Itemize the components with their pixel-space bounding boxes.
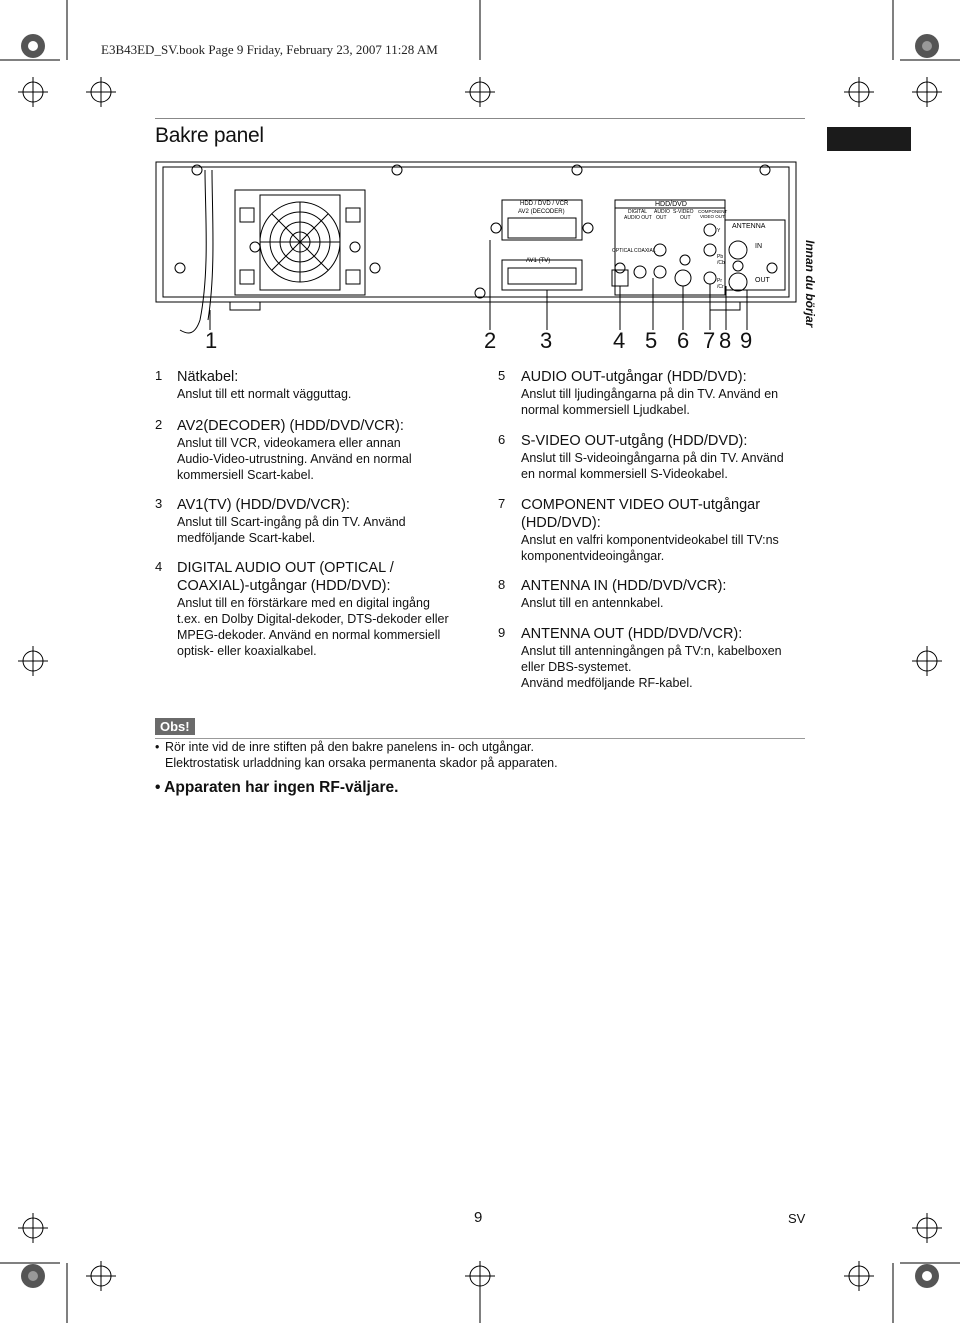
- item-text: Anslut en valfri komponentvideokabel till TV:ns: [521, 533, 779, 547]
- item-9: [498, 625, 808, 691]
- item-text: Anslut till ljudingångarna på din TV. Använd en: [521, 387, 779, 401]
- item-text: Audio-Video-utrustning. Använd en normal: [177, 452, 412, 466]
- y-label: Y: [717, 228, 721, 234]
- item-5: [498, 368, 808, 418]
- item-heading: COMPONENT VIDEO OUT-utgångar: [521, 497, 761, 513]
- note-text: Elektrostatisk urladdning kan orsaka permanenta skador på apparaten.: [165, 756, 558, 770]
- item-number: 6: [498, 432, 506, 447]
- antenna-in-label: IN: [755, 243, 762, 250]
- item-heading: AV1(TV) (HDD/DVD/VCR):: [177, 497, 350, 513]
- page-number: 9: [474, 1209, 483, 1226]
- callout-6: 6: [677, 328, 690, 353]
- av2b-label: AV2 (DECODER): [518, 209, 565, 215]
- item-number: 2: [155, 417, 163, 432]
- item-heading: ANTENNA IN (HDD/DVD/VCR):: [521, 578, 727, 594]
- item-7: [498, 496, 808, 564]
- antenna-label: ANTENNA: [732, 223, 766, 230]
- cb-label: /Cb: [717, 260, 725, 266]
- item-text: Anslut till Scart-ingång på din TV. Använd: [177, 515, 406, 529]
- callout-4: 4: [613, 328, 626, 353]
- item-heading: AUDIO OUT-utgångar (HDD/DVD):: [521, 369, 747, 385]
- audio-label: AUDIO: [654, 209, 670, 215]
- item-text: Anslut till en förstärkare med en digital ingång: [177, 596, 430, 610]
- item-heading: AV2(DECODER) (HDD/DVD/VCR):: [177, 418, 404, 434]
- item-8: [498, 577, 808, 611]
- language-code: SV: [788, 1211, 806, 1226]
- item-heading: COAXIAL)-utgångar (HDD/DVD):: [177, 578, 391, 594]
- item-heading: (HDD/DVD):: [521, 515, 601, 531]
- callout-9: 9: [740, 328, 753, 353]
- item-text: Anslut till ett normalt vägguttag.: [177, 387, 352, 401]
- callout-5: 5: [645, 328, 658, 353]
- page-title: Bakre panel: [155, 124, 264, 147]
- bullet-icon: •: [155, 740, 160, 754]
- item-heading: DIGITAL AUDIO OUT (OPTICAL /: [177, 560, 394, 576]
- callout-3: 3: [540, 328, 553, 353]
- item-1: [155, 368, 455, 402]
- cr-label: /Cr: [717, 284, 724, 290]
- item-text: medföljande Scart-kabel.: [177, 531, 316, 545]
- item-number: 3: [155, 496, 163, 511]
- item-text: eller DBS-systemet.: [521, 660, 632, 674]
- item-number: 4: [155, 559, 163, 574]
- svideo-out-label: OUT: [680, 215, 691, 221]
- note-bold: • Apparaten har ingen RF-väljare.: [155, 779, 399, 796]
- book-header: E3B43ED_SV.book Page 9 Friday, February 23, 2007 11:28 AM: [101, 42, 438, 57]
- note-text: Rör inte vid de inre stiften på den bakre panelens in- och utgångar.: [165, 740, 534, 754]
- digital-label: DIGITAL: [628, 209, 648, 215]
- item-text: Anslut till en antennkabel.: [521, 596, 664, 610]
- item-text: normal kommersiell Ljudkabel.: [521, 403, 690, 417]
- item-number: 8: [498, 577, 506, 592]
- callout-1: 1: [205, 328, 218, 353]
- item-text: Anslut till S-videoingångarna på din TV. Använd: [521, 451, 784, 465]
- item-6: [498, 432, 808, 482]
- item-number: 5: [498, 368, 506, 383]
- item-number: 1: [155, 368, 163, 383]
- coaxial-label: COAXIAL: [634, 248, 656, 254]
- av1-label: AV1 (TV): [526, 258, 551, 264]
- item-text: Anslut till VCR, videokamera eller annan: [177, 436, 401, 450]
- pr-label: Pr: [717, 278, 722, 284]
- item-text: t.ex. en Dolby Digital-dekoder, DTS-dekoder eller: [177, 612, 449, 626]
- item-2: [155, 417, 455, 483]
- item-heading: S-VIDEO OUT-utgång (HDD/DVD):: [521, 433, 748, 449]
- item-text: optisk- eller koaxialkabel.: [177, 644, 317, 658]
- component-label: COMPONENT: [698, 209, 728, 214]
- item-heading: Nätkabel:: [177, 369, 239, 385]
- item-text: Använd medföljande RF-kabel.: [521, 676, 693, 690]
- item-text: en normal kommersiell S-Videokabel.: [521, 467, 728, 481]
- optical-label: OPTICAL: [612, 248, 634, 254]
- rear-panel-diagram: [150, 150, 810, 350]
- callout-8: 8: [719, 328, 732, 353]
- item-heading: ANTENNA OUT (HDD/DVD/VCR):: [521, 626, 743, 642]
- callout-7: 7: [703, 328, 716, 353]
- item-3: [155, 496, 455, 546]
- digital-audio-out-label: AUDIO OUT: [624, 215, 652, 221]
- svideo-label: S-VIDEO: [673, 209, 694, 215]
- pb-label: Pb: [717, 254, 724, 260]
- hdd-label: HDD/DVD: [655, 201, 687, 208]
- note-bullet: [155, 739, 805, 771]
- audio-out-label: OUT: [656, 215, 667, 221]
- item-text: MPEG-dekoder. Använd en normal kommersiell: [177, 628, 441, 642]
- video-out-label: VIDEO OUT: [700, 214, 725, 219]
- item-text: kommersiell Scart-kabel.: [177, 468, 314, 482]
- note-label: Obs!: [155, 718, 195, 735]
- title-rule: [155, 118, 805, 119]
- av2-label: HDD / DVD / VCR: [520, 201, 569, 207]
- item-number: 7: [498, 496, 506, 511]
- section-tab-block: [827, 127, 911, 151]
- item-text: komponentvideoingångar.: [521, 549, 665, 563]
- antenna-out-label: OUT: [755, 277, 770, 284]
- item-text: Anslut till antenningången på TV:n, kabelboxen: [521, 644, 782, 658]
- item-number: 9: [498, 625, 506, 640]
- section-tab-label: Innan du börjar: [803, 240, 817, 328]
- item-4: [155, 559, 455, 659]
- callout-2: 2: [484, 328, 497, 353]
